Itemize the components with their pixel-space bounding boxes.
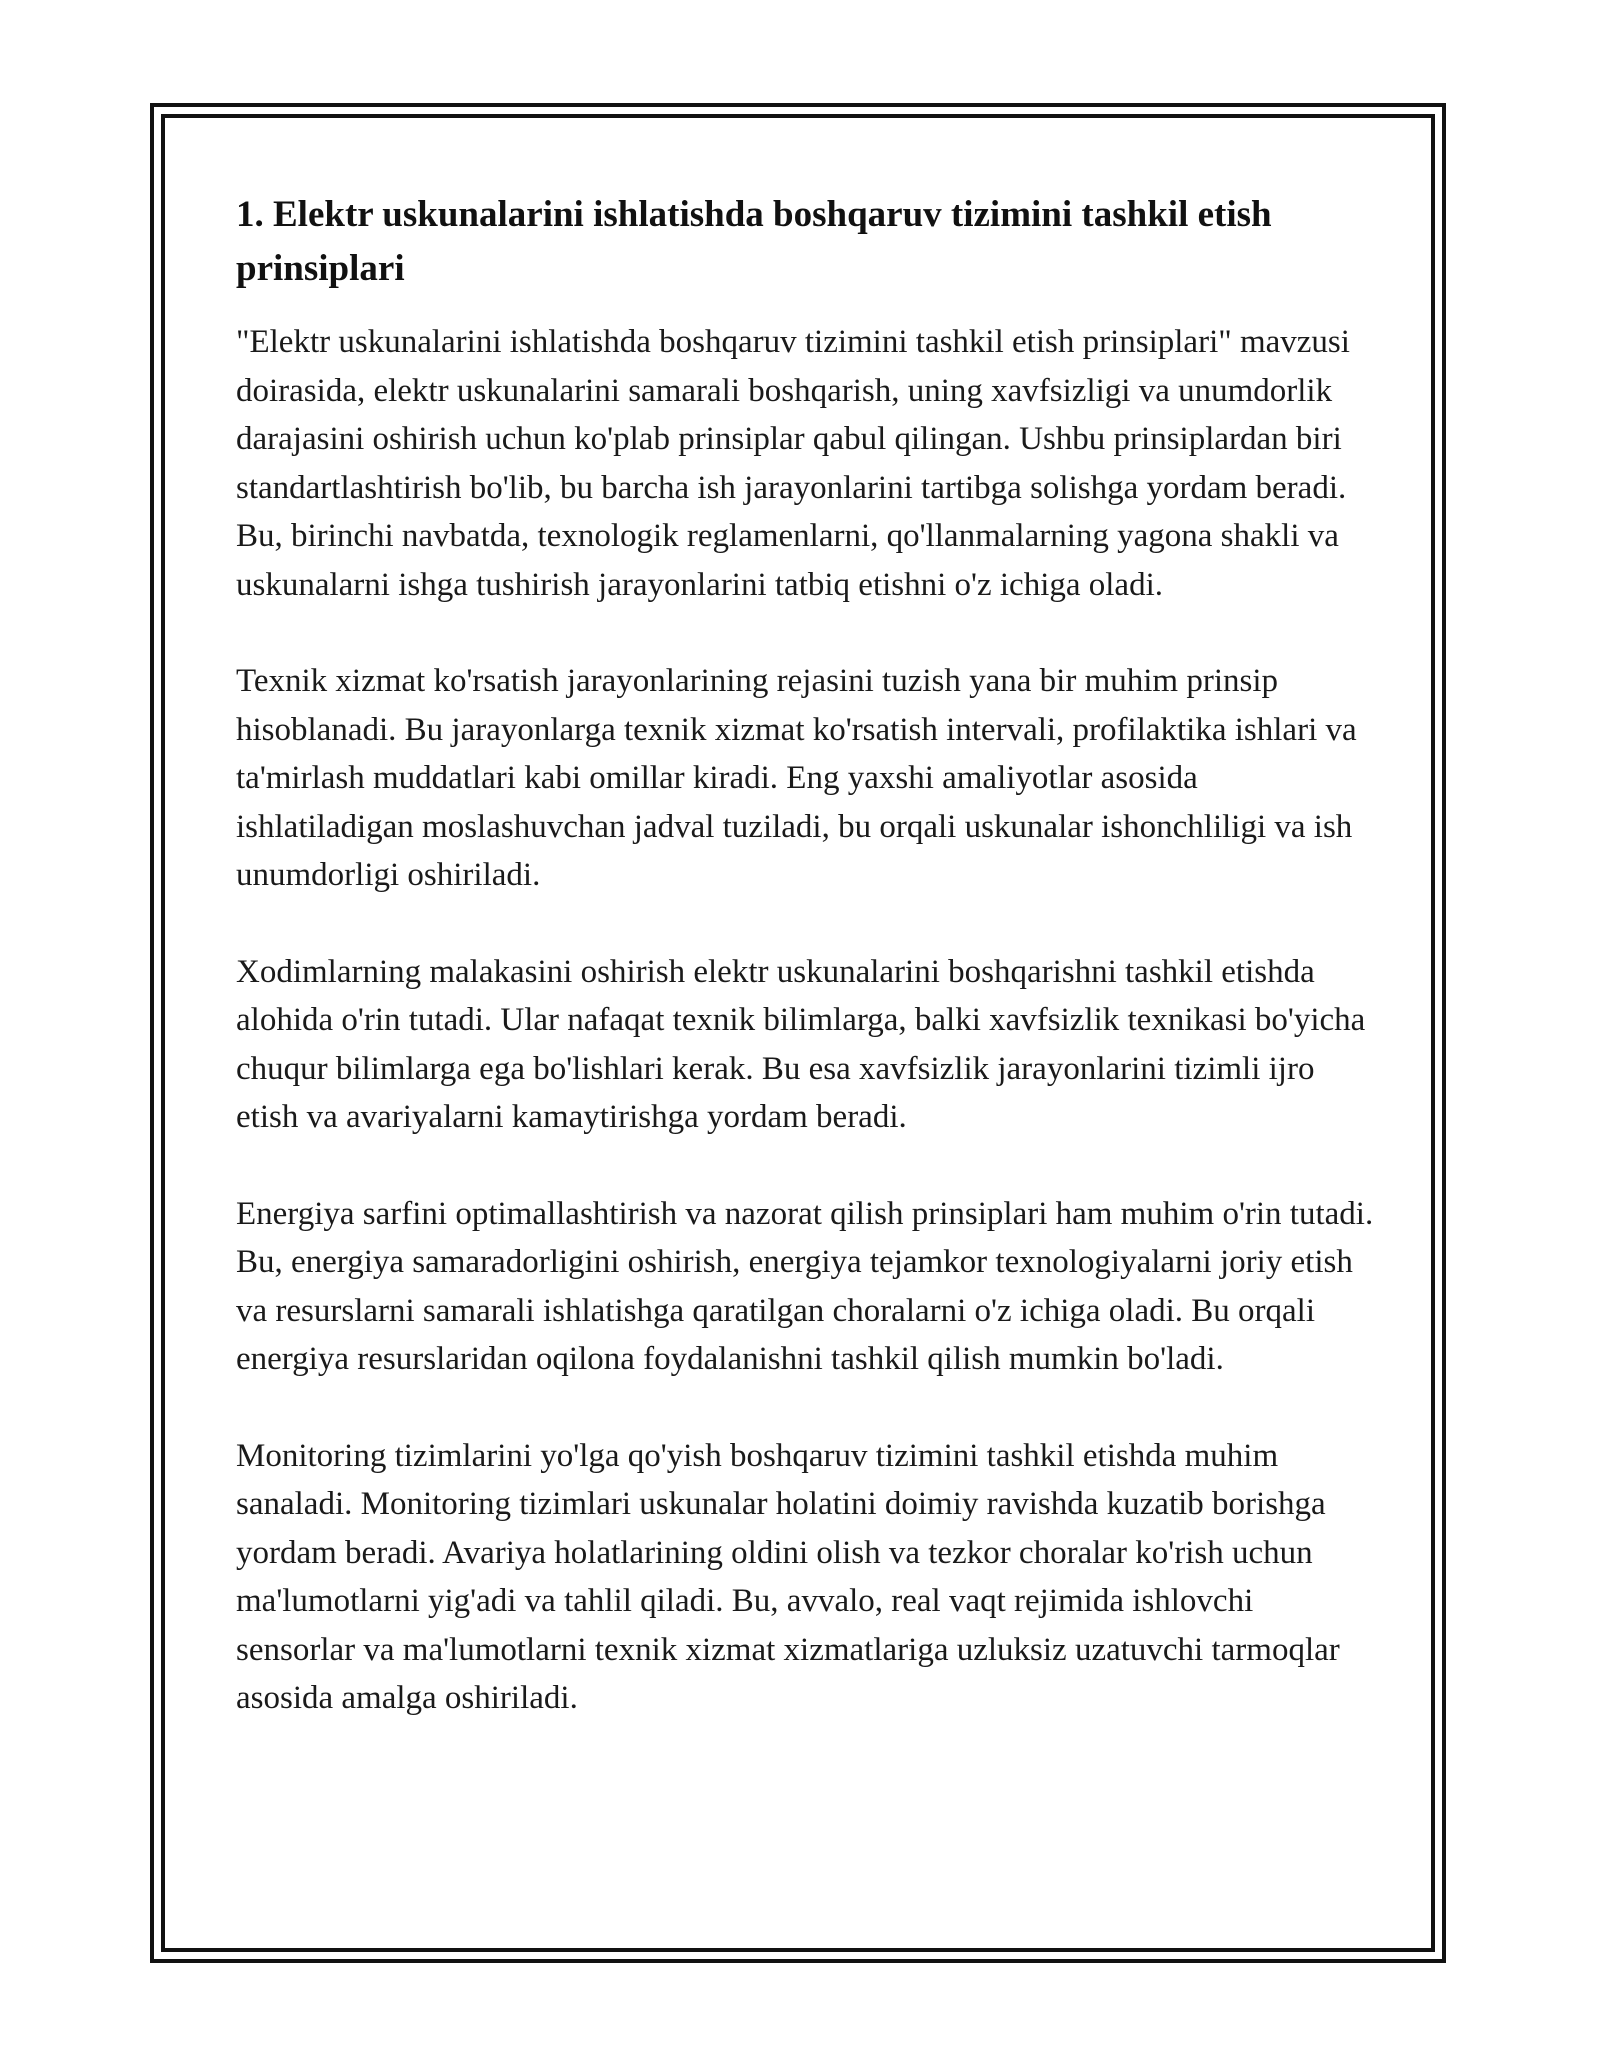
paragraph-standardization: "Elektr uskunalarini ishlatishda boshqaruv tizimini tashkil etish prinsiplari" mavzusi doirasida, elektr uskunalarini samarali boshqarish, uning xavfsizligi va unumdorlik darajasini oshirish uchun ko'plab prinsiplar qabul qilingan. Ushbu prinsiplardan biri standartlashtirish bo'lib, bu barcha ish jarayonlarini tartibga solishga yordam beradi. Bu, birinchi navbatda, texnologik reglamenlarni, qo'llanmalarning yagona shakli va uskunalarni ishga tushirish jarayonlarini tatbiq etishni o'z ichiga oladi.	[236, 324, 1350, 603]
document-content	[236, 188, 1376, 1771]
paragraph-maintenance: Texnik xizmat ko'rsatish jarayonlarining rejasini tuzish yana bir muhim prinsip hisoblanadi. Bu jarayonlarga texnik xizmat ko'rsatish intervali, profilaktika ishlari va ta'mirlash muddatlari kabi omillar kiradi. Eng yaxshi amaliyotlar asosida ishlatiladigan moslashuvchan jadval tuziladi, bu orqali uskunalar ishonchliligi va ish unumdorligi oshiriladi.	[236, 663, 1357, 893]
document-title: 1. Elektr uskunalarini ishlatishda boshqaruv tizimini tashkil etish prinsiplari	[236, 194, 1272, 289]
paragraph-staff-training: Xodimlarning malakasini oshirish elektr uskunalarini boshqarishni tashkil etishda alohida o'rin tutadi. Ular nafaqat texnik bilimlarga, balki xavfsizlik texnikasi bo'yicha chuqur bilimlarga ega bo'lishlari kerak. Bu esa xavfsizlik jarayonlarini tizimli ijro etish va avariyalarni kamaytirishga yordam beradi.	[236, 953, 1366, 1135]
paragraph-monitoring: Monitoring tizimlarini yo'lga qo'yish boshqaruv tizimini tashkil etishda muhim sanaladi. Monitoring tizimlari uskunalar holatini doimiy ravishda kuzatib borishga yordam beradi. Avariya holatlarining oldini olish va tezkor choralar ko'rish uchun ma'lumotlarni yig'adi va tahlil qiladi. Bu, avvalo, real vaqt rejimida ishlovchi sensorlar va ma'lumotlarni texnik xizmat xizmatlariga uzluksiz uzatuvchi tarmoqlar asosida amalga oshiriladi.	[236, 1437, 1340, 1716]
paragraph-energy-optimization: Energiya sarfini optimallashtirish va nazorat qilish prinsiplari ham muhim o'rin tutadi. Bu, energiya samaradorligini oshirish, energiya tejamkor texnologiyalarni joriy etish va resurslarni samarali ishlatishga qaratilgan choralarni o'z ichiga oladi. Bu orqali energiya resurslaridan oqilona foydalanishni tashkil qilish mumkin bo'ladi.	[236, 1195, 1374, 1377]
